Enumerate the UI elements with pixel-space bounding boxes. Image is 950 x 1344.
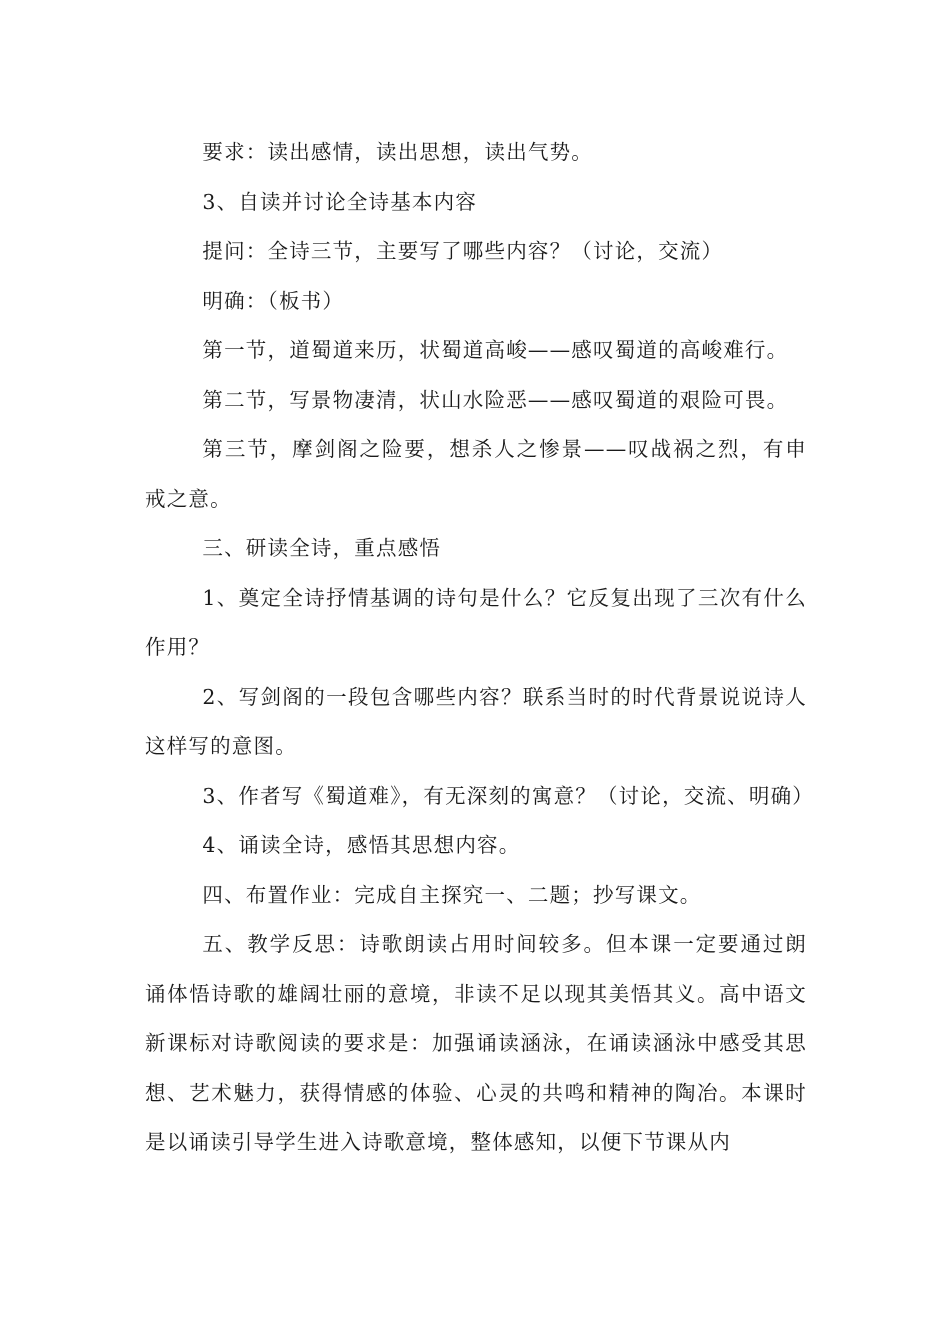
- document-body: [145, 128, 814, 1168]
- paragraph-section-one: 第一节，道蜀道来历，状蜀道高峻——感叹蜀道的高峻难行。: [202, 338, 789, 362]
- paragraph-question-one: 1、奠定全诗抒情基调的诗句是什么？它反复出现了三次有什么作用？: [145, 585, 807, 659]
- paragraph-section-three: 第三节，摩剑阁之险要，想杀人之惨景——叹战祸之烈，有申戒之意。: [145, 437, 807, 511]
- paragraph-self-reading: 3、自读并讨论全诗基本内容: [202, 189, 478, 214]
- paragraph-teaching-reflection: 五、教学反思：诗歌朗读占用时间较多。但本课一定要通过朗诵体悟诗歌的雄阔壮丽的意境，非读不足以现其美悟其义。高中语文新课标对诗歌阅读的要求是：加强诵读涵泳，在诵读涵泳中感受其思想、艺术魅力，获得情感的体验、心灵的共鸣和精神的陶冶。本课时是以诵读引导学生进入诗歌意境，整体感知，以便下节课从内: [145, 932, 807, 1154]
- paragraph-reading-requirement: 要求：读出感情，读出思想，读出气势。: [202, 140, 593, 164]
- heading-homework: 四、布置作业：完成自主探究一、二题；抄写课文。: [202, 882, 702, 907]
- paragraph-section-two: 第二节，写景物凄清，状山水险恶——感叹蜀道的艰险可畏。: [202, 387, 789, 412]
- paragraph-question: 提问：全诗三节，主要写了哪些内容？（讨论，交流）: [202, 239, 724, 263]
- paragraph-question-two: 2、写剑阁的一段包含哪些内容？联系当时的时代背景说说诗人这样写的意图。: [145, 684, 807, 758]
- heading-study-poem: 三、研读全诗，重点感悟: [202, 536, 442, 560]
- paragraph-clarify: 明确：（板书）: [202, 288, 345, 313]
- paragraph-question-three: 3、作者写《蜀道难》，有无深刻的寓意？（讨论，交流、明确）: [202, 783, 814, 808]
- paragraph-question-four: 4、诵读全诗，感悟其思想内容。: [202, 833, 521, 857]
